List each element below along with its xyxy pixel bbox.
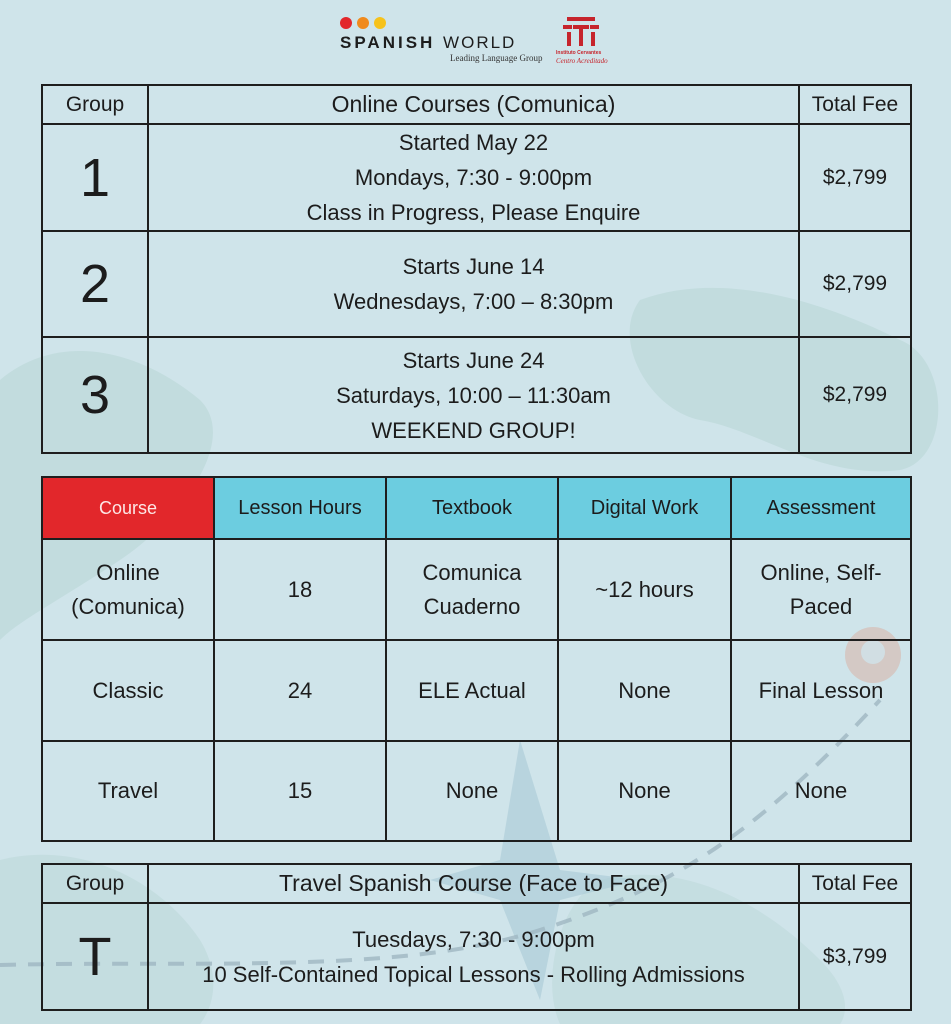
assessment: Online, Self-Paced — [731, 539, 911, 640]
brand-tagline: Leading Language Group — [450, 53, 543, 63]
instituto-cervantes-logo — [553, 14, 617, 68]
table-row — [42, 640, 911, 741]
header-textbook: Textbook — [386, 477, 558, 539]
schedule-line: Starts June 24 — [402, 347, 545, 373]
schedule-line: Starts June 14 — [402, 254, 545, 279]
dot-orange — [357, 17, 369, 29]
group-letter: T — [42, 903, 148, 1010]
digital-work: None — [558, 741, 731, 841]
travel-course-table — [41, 863, 912, 1011]
digital-work: ~12 hours — [558, 539, 731, 640]
table-row — [42, 231, 911, 337]
group-number: 3 — [42, 337, 148, 453]
schedule-line: Wednesdays, 7:00 – 8:30pm — [333, 289, 614, 314]
lesson-hours: 18 — [214, 539, 386, 640]
course-comparison-table — [41, 476, 912, 842]
schedule-line: Mondays, 7:30 - 9:00pm — [354, 165, 593, 190]
header-group: Group — [42, 85, 148, 124]
course-name: Online (Comunica) — [42, 539, 214, 640]
lesson-hours: 15 — [214, 741, 386, 841]
table-row — [42, 741, 911, 841]
header-assessment: Assessment — [731, 477, 911, 539]
assessment: Final Lesson — [731, 640, 911, 741]
schedule-line: Started May 22 — [398, 130, 549, 155]
schedule-line: WEEKEND GROUP! — [371, 417, 576, 443]
course-name: Classic — [42, 640, 214, 741]
assessment: None — [731, 741, 911, 841]
table-row — [42, 337, 911, 453]
fee-value: $3,799 — [799, 903, 911, 1010]
schedule-cell — [148, 337, 799, 453]
schedule-line: Saturdays, 10:00 – 11:30am — [336, 382, 611, 408]
schedule-line: 10 Self-Contained Topical Lessons - Rolling Admissions — [202, 961, 745, 987]
header-digital-work: Digital Work — [558, 477, 731, 539]
cervantes-emblem-icon — [553, 14, 617, 50]
schedule-cell — [148, 231, 799, 337]
header-fee: Total Fee — [799, 864, 911, 903]
schedule-line: Tuesdays, 7:30 - 9:00pm — [352, 926, 595, 952]
textbook: Comunica Cuaderno — [386, 539, 558, 640]
dot-red — [340, 17, 352, 29]
logo-dots — [340, 16, 391, 30]
online-courses-table — [41, 84, 912, 454]
textbook: None — [386, 741, 558, 841]
header-lesson-hours: Lesson Hours — [214, 477, 386, 539]
header-group: Group — [42, 864, 148, 903]
ic-accredited: Centro Acreditado — [556, 57, 608, 65]
textbook: ELE Actual — [386, 640, 558, 741]
group-number: 2 — [42, 231, 148, 337]
table-header-row — [42, 864, 911, 903]
table-row — [42, 124, 911, 231]
ic-name: Instituto Cervantes — [556, 50, 602, 56]
digital-work: None — [558, 640, 731, 741]
course-name: Travel — [42, 741, 214, 841]
table-row — [42, 539, 911, 640]
group-number: 1 — [42, 124, 148, 231]
fee-value: $2,799 — [799, 124, 911, 231]
dot-yellow — [374, 17, 386, 29]
header-fee: Total Fee — [799, 85, 911, 124]
header — [0, 0, 951, 80]
table-header-row — [42, 477, 911, 539]
brand-sub: WORLD — [443, 33, 517, 52]
brand-name — [340, 33, 516, 53]
schedule-cell — [148, 124, 799, 231]
schedule-cell — [148, 903, 799, 1010]
spanish-world-logo — [340, 16, 543, 66]
fee-value: $2,799 — [799, 231, 911, 337]
header-title: Travel Spanish Course (Face to Face) — [148, 864, 799, 903]
fee-value: $2,799 — [799, 337, 911, 453]
header-course: Course — [42, 477, 214, 539]
table-row — [42, 903, 911, 1010]
lesson-hours: 24 — [214, 640, 386, 741]
schedule-line: Class in Progress, Please Enquire — [306, 200, 641, 225]
table-header-row — [42, 85, 911, 124]
brand-main: SPANISH — [340, 33, 436, 52]
header-title: Online Courses (Comunica) — [148, 85, 799, 124]
